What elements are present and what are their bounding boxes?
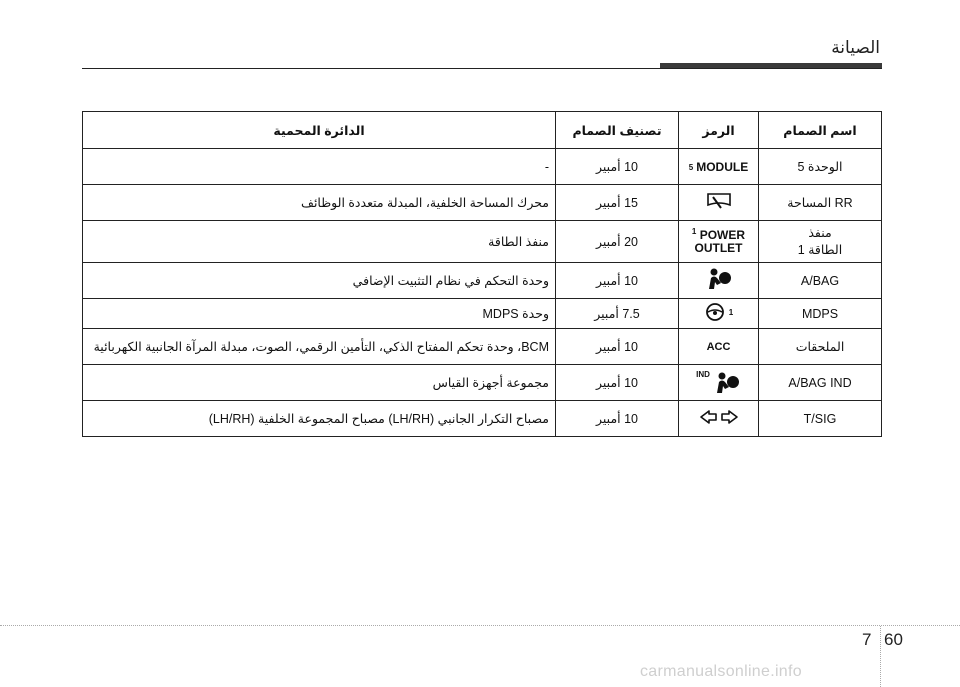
footer-separator (880, 626, 881, 687)
header-rating: تصنيف الصمام (556, 112, 679, 149)
section-title: الصيانة (831, 38, 880, 57)
protected-circuit: وحدة التحكم في نظام التثبيت الإضافي (83, 263, 556, 299)
header-rule (82, 68, 882, 69)
footer-rule (0, 625, 960, 626)
table-row (83, 299, 882, 329)
table-row (83, 149, 882, 185)
fuse-rating: 7.5 أمبير (556, 299, 679, 329)
protected-circuit: منفذ الطاقة (83, 221, 556, 263)
fuse-name: RR المساحة (759, 185, 882, 221)
fuse-rating: 10 أمبير (556, 329, 679, 365)
fuse-name: MDPS (759, 299, 882, 329)
symbol-text-line1: POWER (699, 227, 746, 242)
protected-circuit: محرك المساحة الخلفية، المبدلة متعددة الوظائف (83, 185, 556, 221)
header-circuit: الدائرة المحمية (83, 112, 556, 149)
table-row (83, 365, 882, 401)
airbag-icon (705, 280, 733, 294)
symbol-superscript: 5 (688, 162, 694, 172)
table-header-row (83, 112, 882, 149)
table-row (83, 263, 882, 299)
protected-circuit: وحدة MDPS (83, 299, 556, 329)
fuse-rating: 10 أمبير (556, 401, 679, 437)
fuse-name: T/SIG (759, 401, 882, 437)
symbol-text-line2: OUTLET (694, 241, 743, 255)
protected-circuit: مصباح التكرار الجانبي (LH/RH) مصباح المجموعة الخلفية (LH/RH) (83, 401, 556, 437)
symbol-cell (679, 185, 759, 221)
table-row (83, 185, 882, 221)
symbol-cell (679, 329, 759, 365)
protected-circuit: - (83, 149, 556, 185)
section-number: 7 (862, 630, 872, 649)
protected-circuit: BCM، وحدة تحكم المفتاح الذكي، التأمين الرقمي، الصوت، مبدلة المرآة الجانبية الكهربائية (83, 329, 556, 365)
symbol-cell (679, 365, 759, 401)
table-row (83, 401, 882, 437)
fuse-name: الملحقات (759, 329, 882, 365)
fuse-rating: 20 أمبير (556, 221, 679, 263)
page-number: 60 (884, 630, 903, 649)
fuse-name: A/BAG (759, 263, 882, 299)
protected-circuit: مجموعة أجهزة القياس (83, 365, 556, 401)
watermark: carmanualsonline.info (640, 663, 802, 680)
table-row (83, 329, 882, 365)
symbol-text: IND (696, 370, 710, 380)
steering-wheel-icon (704, 302, 726, 325)
symbol-cell (679, 263, 759, 299)
table-row (83, 221, 882, 263)
fuse-table (82, 111, 882, 437)
symbol-cell (679, 221, 759, 263)
fuse-rating: 10 أمبير (556, 149, 679, 185)
symbol-cell (679, 299, 759, 329)
fuse-name-line1: منفذ (808, 225, 832, 240)
fuse-rating: 15 أمبير (556, 185, 679, 221)
header-symbol: الرمز (679, 112, 759, 149)
symbol-text: MODULE (696, 160, 749, 175)
symbol-cell (679, 401, 759, 437)
airbag-indicator-icon (713, 371, 741, 398)
fuse-name (759, 221, 882, 263)
wiper-icon (705, 200, 733, 214)
fuse-rating: 10 أمبير (556, 365, 679, 401)
symbol-cell (679, 149, 759, 185)
fuse-rating: 10 أمبير (556, 263, 679, 299)
symbol-superscript: 1 (728, 308, 734, 318)
symbol-text: ACC (706, 341, 731, 354)
fuse-name: الوحدة 5 (759, 149, 882, 185)
fuse-name-line2: الطاقة 1 (797, 242, 843, 257)
header-fuse-name: اسم الصمام (759, 112, 882, 149)
fuse-name: A/BAG IND (759, 365, 882, 401)
turn-signal-arrows-icon (699, 414, 739, 428)
symbol-superscript: 1 (691, 226, 697, 236)
